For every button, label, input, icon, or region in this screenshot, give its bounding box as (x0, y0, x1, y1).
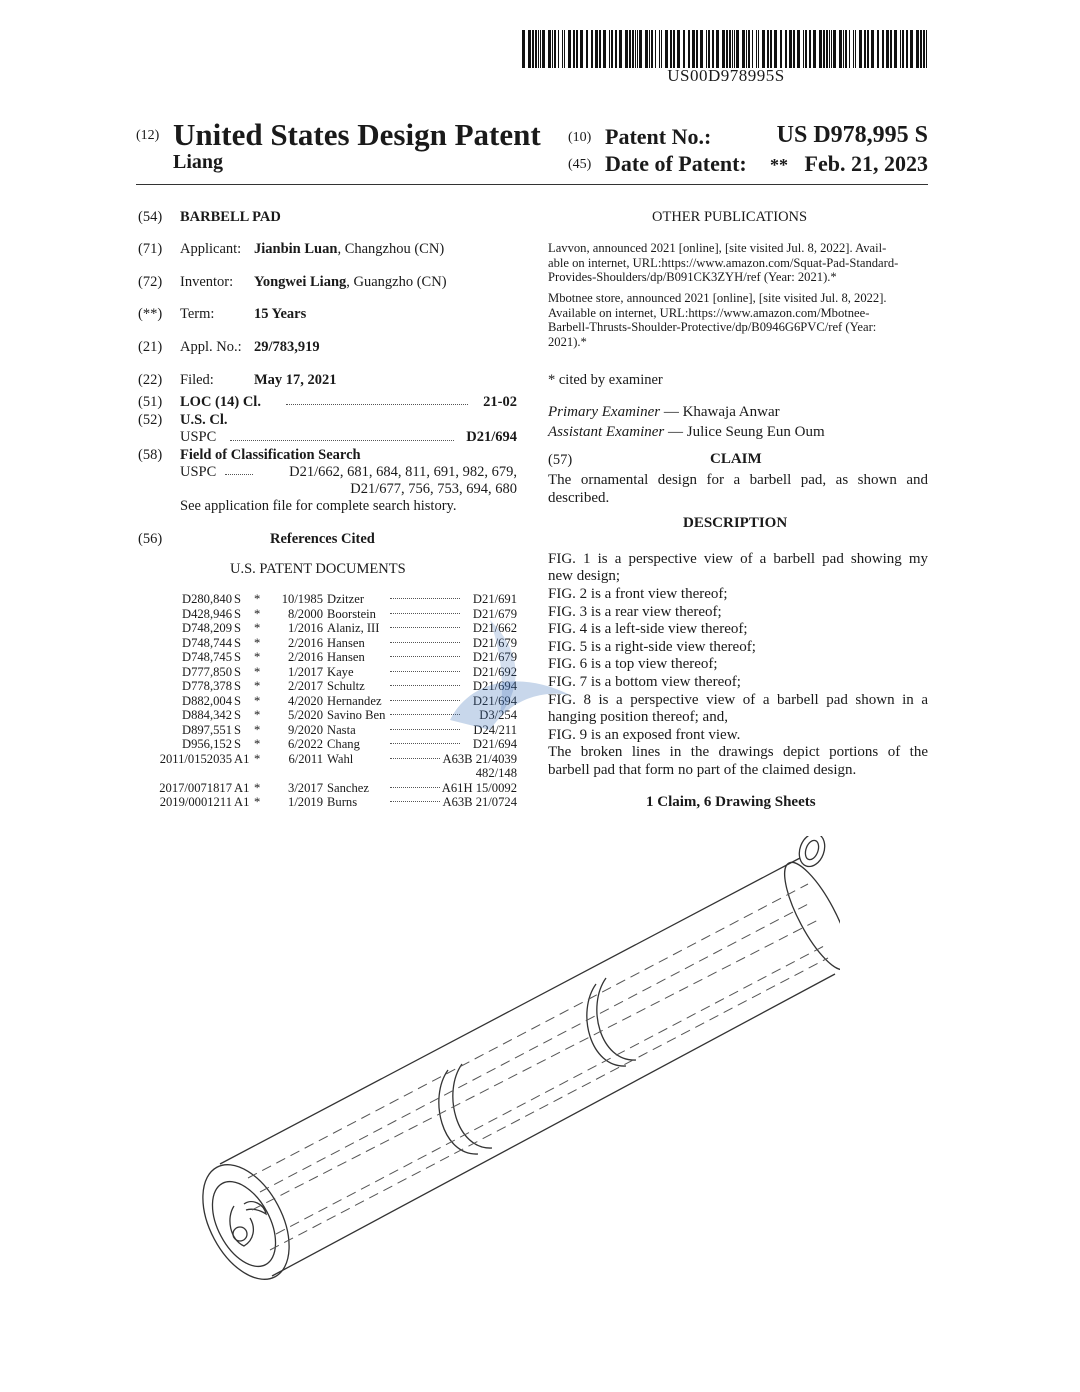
barcode-bar (661, 30, 662, 68)
uscl-value: D21/694 (466, 429, 517, 445)
reference-class: A63B 21/4039 (442, 751, 517, 766)
description-line: The broken lines in the drawings depict portions of the (548, 744, 928, 760)
barcode-bar (708, 30, 710, 68)
watermark-logo (430, 600, 580, 750)
field-search-sub: USPC (180, 464, 217, 480)
barcode-bar (665, 30, 668, 68)
barcode-bar (829, 30, 830, 68)
code-term: (**) (138, 306, 163, 322)
barcode-bar (611, 30, 613, 68)
description-line: FIG. 4 is a left-side view thereof; (548, 621, 748, 637)
code-45: (45) (568, 157, 592, 172)
publication-2-line: Available on internet, URL:https://www.amazon.com/Mbotnee- (548, 305, 870, 320)
loc-label: LOC (14) Cl. (180, 394, 261, 410)
barcode-bar (528, 30, 531, 68)
barcode-bar (864, 30, 866, 68)
code-56: (56) (138, 531, 163, 547)
barcode-bar (712, 30, 714, 68)
barcode-bar (645, 30, 648, 68)
barcode-bar (615, 30, 617, 68)
barcode-bar (635, 30, 636, 68)
barcode-bar (877, 30, 879, 68)
reference-class: D21/679 (472, 606, 517, 621)
barcode-bar (849, 30, 850, 68)
code-71: (71) (138, 241, 163, 257)
barcode-bar (867, 30, 869, 68)
barcode-bar (916, 30, 919, 68)
reference-class: A63B 21/0724 (442, 795, 517, 809)
barcode-bar (670, 30, 672, 68)
reference-cited-mark: * (254, 737, 261, 751)
barcode-bar (774, 30, 777, 68)
barcode-bar (882, 30, 884, 68)
loc-value: 21-02 (483, 394, 517, 410)
reference-cited-mark: * (254, 693, 261, 708)
reference-number: D956,152 (181, 737, 232, 751)
barcode-bar (894, 30, 897, 68)
reference-name: Sanchez (327, 780, 369, 795)
barbell-pad-drawing (180, 836, 840, 1306)
field-search-line1: D21/662, 681, 684, 811, 691, 982, 679, (289, 464, 517, 480)
barcode-bar (734, 30, 735, 68)
barcode-bar (809, 30, 811, 68)
reference-name: Savino Ben (327, 708, 386, 722)
reference-row (140, 766, 520, 781)
description-line: FIG. 6 is a top view thereof; (548, 656, 718, 672)
description-line: FIG. 8 is a perspective view of a barbell pad shown in a (548, 692, 928, 708)
description-line: hanging position thereof; and, (548, 709, 728, 725)
claims-summary: 1 Claim, 6 Drawing Sheets (646, 794, 816, 810)
barcode-bar (673, 30, 675, 68)
barcode-bar (742, 30, 745, 68)
reference-class: D21/692 (472, 664, 517, 679)
barcode-bar (859, 30, 862, 68)
barcode-bar (591, 30, 593, 68)
reference-cited-mark: * (254, 606, 261, 621)
broken-lines (248, 884, 828, 1250)
barcode-bar (923, 30, 925, 68)
reference-date: 2/2017 (288, 679, 323, 693)
date-of-patent: Feb. 21, 2023 (804, 151, 928, 176)
reference-cited-mark: * (254, 621, 261, 635)
barcode-bar (770, 30, 772, 68)
description-line: FIG. 3 is a rear view thereof; (548, 604, 722, 620)
reference-class: D21/679 (472, 650, 517, 664)
filed-label: Filed: (180, 372, 214, 388)
reference-date: 4/2020 (288, 693, 323, 708)
description-line: FIG. 1 is a perspective view of a barbell pad showing my (548, 551, 928, 567)
other-publications-heading: OTHER PUBLICATIONS (652, 209, 808, 225)
applicant: Jianbin Luan, Changzhou (CN) (254, 241, 445, 257)
applicant-label: Applicant: (180, 241, 242, 257)
description-line: new design; (548, 568, 621, 584)
filed-value: May 17, 2021 (254, 372, 337, 388)
reference-name: Schultz (327, 679, 365, 693)
field-search-leader (225, 474, 253, 475)
reference-class: D24/211 (473, 722, 517, 737)
barcode-bar (732, 30, 733, 68)
reference-date: 9/2020 (288, 722, 323, 737)
description-line: FIG. 9 is an exposed front view. (548, 727, 741, 743)
publication-1-line: Provides-Shoulders/dp/B091CK3ZYH/ref (Year: 2021).* (548, 270, 837, 284)
claim-text-line: The ornamental design for a barbell pad, as shown and (548, 472, 928, 488)
reference-kind: S (234, 693, 242, 708)
reference-number: D882,004 (181, 693, 232, 708)
code-12: (12) (136, 128, 160, 143)
barcode-bar (902, 30, 904, 68)
reference-number: D777,850 (181, 664, 232, 679)
barcode-bar (819, 30, 822, 68)
barcode-bar (683, 30, 685, 68)
claim-heading: CLAIM (710, 451, 762, 467)
barcode-bar (813, 30, 816, 68)
search-history-note: See application file for complete search history. (180, 498, 457, 514)
barcode-bar (748, 30, 750, 68)
reference-class: 482/148 (475, 766, 517, 780)
barcode-bar (700, 30, 703, 68)
reference-number: D280,840 (181, 592, 232, 606)
publication-1 (548, 241, 898, 285)
barcode-bar (855, 30, 856, 68)
barcode-bar (677, 30, 680, 68)
barcode-bar (843, 30, 844, 68)
barcode-bar (758, 30, 759, 68)
reference-row (140, 781, 520, 796)
barcode-bar (692, 30, 695, 68)
reference-number: 2011/0152035 (159, 751, 232, 766)
barcode-bar (752, 30, 753, 68)
barcode-bar (696, 30, 698, 68)
reference-name: Hansen (327, 635, 365, 650)
reference-cited-mark: * (254, 650, 261, 664)
reference-number: D884,342 (181, 708, 232, 722)
loc-leader (286, 404, 468, 405)
barcode-bar (619, 30, 622, 68)
barcode-bar (736, 30, 739, 68)
reference-cited-mark: * (254, 795, 261, 809)
description-line: FIG. 2 is a front view thereof; (548, 586, 728, 602)
barcode-bar (789, 30, 792, 68)
reference-cited-mark: * (254, 722, 261, 737)
barcode-bar (910, 30, 913, 68)
field-search-line2: D21/677, 756, 753, 694, 680 (350, 481, 517, 497)
barbell-pad-body (185, 836, 840, 1294)
publication-2 (548, 291, 887, 349)
reference-name: Hansen (327, 650, 365, 664)
barcode-bar (906, 30, 908, 68)
reference-name: Wahl (327, 751, 354, 766)
reference-cited-mark: * (254, 751, 261, 766)
barcode-number: US00D978995S (667, 66, 785, 85)
design-title: BARBELL PAD (180, 209, 281, 225)
publication-2-line: Mbotnee store, announced 2021 [online], [site visited Jul. 8, 2022]. (548, 291, 887, 305)
appl-no-label: Appl. No.: (180, 339, 242, 355)
reference-name: Kaye (327, 664, 354, 679)
reference-kind: A1 (234, 780, 250, 795)
code-58: (58) (138, 447, 163, 463)
reference-kind: A1 (234, 795, 250, 809)
reference-class: D3/254 (479, 708, 517, 722)
barcode-bar (576, 30, 578, 68)
uscl-sub: USPC (180, 429, 217, 445)
reference-date: 10/1985 (281, 592, 323, 606)
barcode-bar (552, 30, 553, 68)
barcode-bar (655, 30, 656, 68)
assistant-examiner: Assistant Examiner — Julice Seung Eun Oum (548, 424, 825, 440)
reference-number: D428,946 (181, 606, 232, 621)
reference-date: 8/2000 (288, 606, 323, 621)
code-57: (57) (548, 452, 573, 468)
barcode-bar (659, 30, 660, 68)
reference-class: D21/694 (472, 737, 517, 751)
barcode-bar (853, 30, 854, 68)
barcode-bar (886, 30, 889, 68)
barcode-bar (639, 30, 642, 68)
barcode-bar (756, 30, 757, 68)
reference-class: D21/662 (472, 621, 517, 635)
barcode-bar (805, 30, 807, 68)
description-line: FIG. 5 is a right-side view thereof; (548, 639, 756, 655)
barcode-bar (649, 30, 650, 68)
barcode-bar (726, 30, 728, 68)
appl-no-value: 29/783,919 (254, 339, 320, 355)
uscl-label: U.S. Cl. (180, 412, 228, 428)
reference-class: D21/694 (472, 679, 517, 693)
uscl-leader (230, 440, 454, 441)
reference-name: Dzitzer (327, 592, 365, 606)
barcode-bar (595, 30, 598, 68)
barcode-bar (535, 30, 537, 68)
reference-class: A61H 15/0092 (441, 780, 517, 795)
code-22: (22) (138, 372, 163, 388)
description-line: FIG. 7 is a bottom view thereof; (548, 674, 741, 690)
patent-number: US D978,995 S (776, 122, 928, 148)
reference-name: Boorstein (327, 606, 376, 621)
reference-cited-mark: * (254, 592, 261, 606)
barcode (522, 30, 930, 68)
reference-number: 2019/0001211 (159, 795, 232, 809)
barcode-bar (609, 30, 610, 68)
barcode-bar (839, 30, 842, 68)
barcode-bar (826, 30, 828, 68)
reference-date: 2/2016 (288, 650, 323, 664)
barcode-bar (871, 30, 874, 68)
code-72: (72) (138, 274, 163, 290)
barcode-bar (926, 30, 927, 68)
barcode-bar (900, 30, 901, 68)
date-marker: ** (770, 155, 788, 175)
reference-class: D21/694 (472, 693, 517, 708)
barcode-bar (831, 30, 832, 68)
patent-no-label: Patent No.: (605, 124, 712, 149)
reference-class: D21/691 (472, 592, 517, 606)
barcode-bar (562, 30, 563, 68)
reference-number: D778,378 (181, 679, 232, 693)
inventor-label: Inventor: (180, 274, 234, 290)
reference-cited-mark: * (254, 635, 261, 650)
us-patent-documents-heading: U.S. PATENT DOCUMENTS (230, 561, 406, 577)
code-21: (21) (138, 339, 163, 355)
barcode-bar (629, 30, 631, 68)
barcode-bar (651, 30, 653, 68)
reference-row (140, 752, 520, 767)
barcode-bar (716, 30, 719, 68)
barcode-bar (729, 30, 731, 68)
barcode-bar (803, 30, 804, 68)
barcode-bar (625, 30, 628, 68)
reference-date: 6/2022 (288, 737, 323, 751)
term-value: 15 Years (254, 306, 307, 322)
reference-class: D21/679 (472, 635, 517, 650)
reference-leader (390, 598, 460, 599)
reference-kind: S (234, 606, 242, 621)
reference-number: D748,745 (181, 650, 232, 664)
reference-date: 5/2020 (288, 708, 323, 722)
reference-date: 1/2016 (288, 621, 323, 635)
reference-kind: S (234, 737, 242, 751)
barcode-bar (797, 30, 800, 68)
reference-name: Chang (327, 737, 360, 751)
barcode-bar (632, 30, 634, 68)
reference-date: 2/2016 (288, 635, 323, 650)
reference-kind: S (234, 592, 242, 606)
term-label: Term: (180, 306, 215, 322)
primary-examiner: Primary Examiner — Khawaja Anwar (548, 404, 780, 420)
publication-2-line: Barbell-Thrusts-Shoulder-Protective/dp/B0946G6PVC/ref (Year: (548, 320, 877, 334)
reference-date: 6/2011 (288, 751, 323, 766)
reference-kind: S (234, 664, 242, 679)
date-of-patent-label: Date of Patent: (605, 151, 747, 176)
publication-1-line: able on internet, URL:https://www.amazon.com/Squat-Pad-Standard- (548, 255, 899, 270)
code-54: (54) (138, 209, 163, 225)
barcode-bar (564, 30, 565, 68)
claim-text-line: described. (548, 489, 610, 506)
barcode-bar (540, 30, 541, 68)
barcode-bar (767, 30, 769, 68)
reference-kind: S (234, 722, 242, 737)
reference-name: Hernandez (327, 693, 382, 708)
reference-date: 1/2017 (288, 664, 323, 679)
barcode-bar (833, 30, 836, 68)
reference-name: Alaniz, III (327, 621, 380, 635)
reference-cited-mark: * (254, 708, 261, 722)
barcode-bar (558, 30, 559, 68)
barcode-bar (573, 30, 575, 68)
barcode-bar (522, 30, 525, 68)
reference-number: 2017/0071817 (159, 780, 232, 795)
barcode-bar (920, 30, 922, 68)
code-52: (52) (138, 412, 163, 428)
barcode-bar (586, 30, 588, 68)
publication-1-line: Lavvon, announced 2021 [online], [site visited Jul. 8, 2022]. Avail- (548, 241, 887, 255)
field-search-label: Field of Classification Search (180, 447, 361, 463)
reference-cited-mark: * (254, 664, 261, 679)
barcode-bar (538, 30, 539, 68)
barcode-bar (599, 30, 601, 68)
reference-cited-mark: * (254, 679, 261, 693)
barcode-bar (706, 30, 707, 68)
reference-kind: A1 (234, 751, 250, 766)
reference-number: D748,744 (181, 635, 232, 650)
barcode-bar (785, 30, 787, 68)
reference-row (140, 795, 520, 810)
reference-kind: S (234, 708, 242, 722)
description-line: barbell pad that form no part of the claimed design. (548, 762, 857, 778)
claim-text (548, 472, 928, 507)
barcode-bar (845, 30, 847, 68)
barcode-bar (554, 30, 556, 68)
barcode-bar (603, 30, 606, 68)
barcode-bar (780, 30, 782, 68)
reference-kind: S (234, 635, 242, 650)
barcode-bar (688, 30, 690, 68)
reference-kind: S (234, 621, 242, 635)
reference-number: D897,551 (181, 722, 232, 737)
header-rule (136, 184, 928, 185)
barcode-bar (637, 30, 638, 68)
barcode-bar (542, 30, 545, 68)
code-51: (51) (138, 394, 163, 410)
code-10: (10) (568, 130, 592, 145)
barcode-bar (823, 30, 825, 68)
reference-date: 1/2019 (288, 795, 323, 809)
reference-number: D748,209 (181, 621, 232, 635)
reference-date: 3/2017 (288, 780, 323, 795)
barcode-bar (746, 30, 747, 68)
barcode-bar (890, 30, 892, 68)
barcode-bar (532, 30, 534, 68)
description-heading: DESCRIPTION (683, 515, 788, 531)
barcode-bar (580, 30, 583, 68)
barcode-bar (722, 30, 725, 68)
reference-kind: S (234, 650, 242, 664)
references-cited-heading: References Cited (270, 531, 375, 547)
inventor-surname: Liang (173, 151, 224, 173)
reference-kind: S (234, 679, 242, 693)
barcode-bar (568, 30, 571, 68)
patent-type-title: United States Design Patent (173, 117, 541, 152)
reference-cited-mark: * (254, 780, 261, 795)
barcode-bar (762, 30, 765, 68)
barcode-bar (793, 30, 795, 68)
reference-name: Nasta (327, 722, 356, 737)
cited-by-examiner-note: * cited by examiner (548, 372, 663, 388)
inventor: Yongwei Liang, Guangzho (CN) (254, 274, 447, 290)
barcode-bar (548, 30, 551, 68)
publication-2-line: 2021).* (548, 334, 587, 349)
reference-name: Burns (327, 795, 358, 809)
